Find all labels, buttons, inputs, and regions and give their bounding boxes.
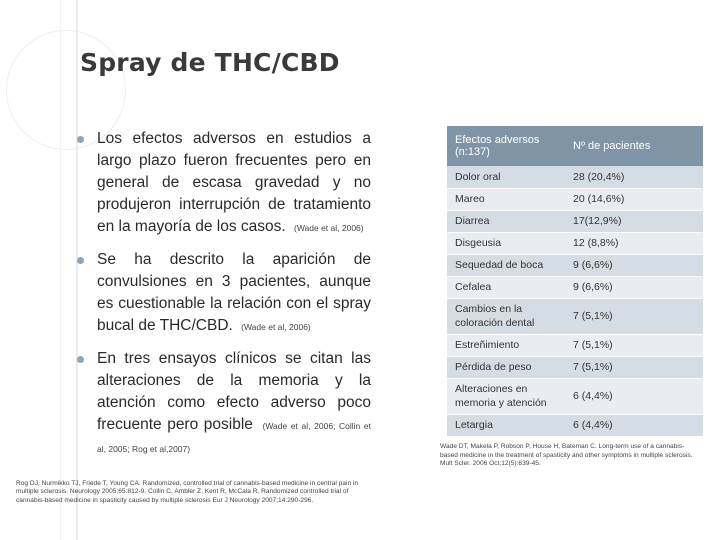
count-cell: 20 (14,6%) [565, 188, 703, 210]
effect-cell: Alteraciones en memoria y atención [447, 378, 565, 414]
effect-cell: Pérdida de peso [447, 356, 565, 378]
table-row [447, 188, 703, 210]
effect-cell: Diarrea [447, 210, 565, 232]
count-cell: 7 (5,1%) [565, 334, 703, 356]
table-header-row [447, 126, 703, 166]
effect-cell: Cambios en la coloración dental [447, 298, 565, 334]
effect-cell: Sequedad de boca [447, 254, 565, 276]
bullet-text: Se ha descrito la aparición de convulsiones en 3 pacientes, aunque es cuestionable la relación con el spray bucal de THC/CBD. [97, 251, 371, 334]
references: Rog DJ, Nurmikko TJ, Friede T, Young CA. Randomized, controlled trial of cannabis-based medicine in central pain in multiple sclerosis. Neurology 2005;65:812-9. Collin C, Ambler Z, Kent R, McCala R. Randomized controlled trial of cannabis-based medicine in spasticity caused by multiple sclerosis Eur J Neurology 2007;14:290-296. [16, 480, 359, 504]
count-cell: 12 (8,8%) [565, 232, 703, 254]
count-cell: 6 (4,4%) [565, 378, 703, 414]
decorative-line [60, 0, 61, 540]
effect-cell: Mareo [447, 188, 565, 210]
table-row [447, 232, 703, 254]
slide-title: Spray de THC/CBD [80, 48, 340, 77]
count-cell: 17(12,9%) [565, 210, 703, 232]
table-row [447, 378, 703, 414]
count-cell: 9 (6,6%) [565, 276, 703, 298]
count-cell: 6 (4,4%) [565, 414, 703, 436]
count-cell: 9 (6,6%) [565, 254, 703, 276]
column-header-effects: Efectos adversos (n:137) [447, 126, 565, 166]
table-row [447, 298, 703, 334]
bullet-dot-icon [77, 257, 84, 264]
effect-cell: Disgeusia [447, 232, 565, 254]
effect-cell: Dolor oral [447, 166, 565, 188]
bullet-item [75, 348, 371, 460]
table-row [447, 210, 703, 232]
table-row [447, 166, 703, 188]
bullet-citation: (Wade et al, 2006; Collin et al, 2005; Rog et al,2007) [97, 421, 371, 454]
table-row [447, 356, 703, 378]
bullet-citation: (Wade et al, 2006) [241, 322, 311, 332]
table-row [447, 334, 703, 356]
bullet-citation: (Wade et al, 2006) [294, 223, 364, 233]
adverse-effects-table [447, 126, 703, 437]
bullet-item [75, 128, 371, 239]
table-source-citation: Wade DT, Makela P, Robson P, House H, Bateman C. Long-term use of a cannabis-based medicine in the treatment of spasticity and other symptoms in multiple sclerosis. Mult Scler. 2006 Oct;12(5):639-45. [440, 443, 693, 468]
count-cell: 7 (5,1%) [565, 298, 703, 334]
effect-cell: Estreñimiento [447, 334, 565, 356]
bullet-text: Los efectos adversos en estudios a largo plazo fueron frecuentes pero en general de escasa gravedad y no produjeron interrupción de tratamiento en la mayoría de los casos. [97, 130, 371, 235]
count-cell: 7 (5,1%) [565, 356, 703, 378]
bullet-item [75, 249, 371, 338]
column-header-patients: Nº de pacientes [565, 126, 703, 166]
table-row [447, 276, 703, 298]
effect-cell: Letargia [447, 414, 565, 436]
bullet-text: En tres ensayos clínicos se citan las alteraciones de la memoria y la atención como efecto adverso poco frecuente pero posible [97, 350, 371, 433]
bullet-dot-icon [77, 356, 84, 363]
bullet-dot-icon [77, 136, 84, 143]
effect-cell: Cefalea [447, 276, 565, 298]
table-row [447, 414, 703, 436]
table-row [447, 254, 703, 276]
bullet-list [75, 128, 371, 470]
count-cell: 28 (20,4%) [565, 166, 703, 188]
